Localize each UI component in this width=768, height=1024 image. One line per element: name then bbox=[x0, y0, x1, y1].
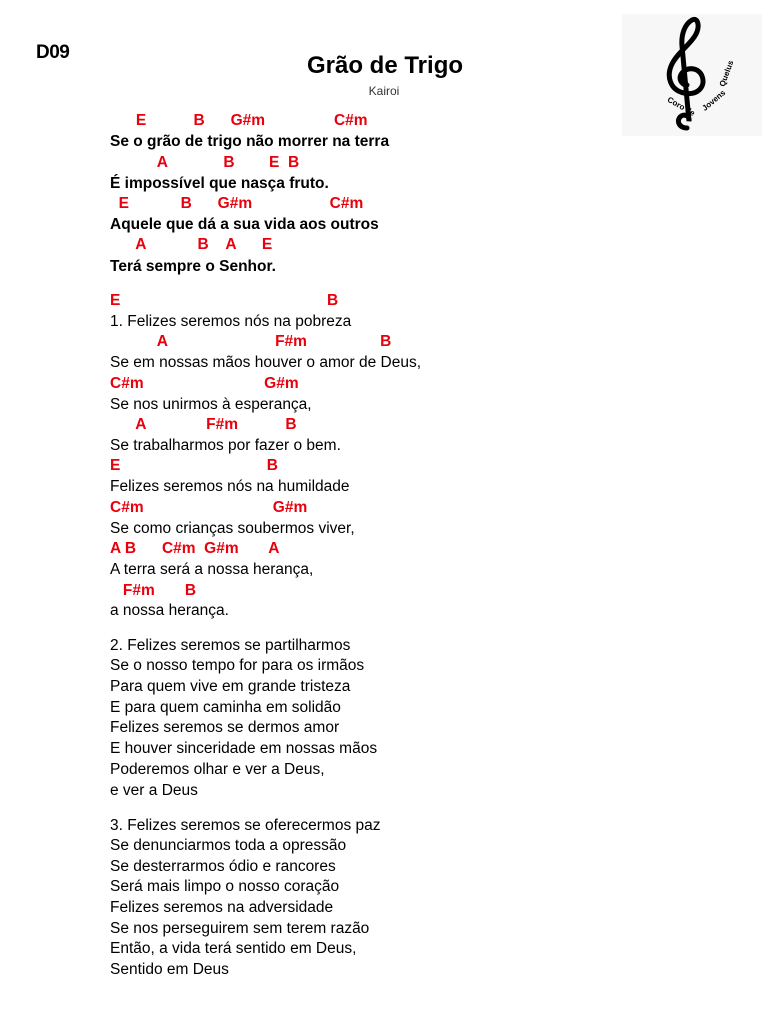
verse3-lyric: Sentido em Deus bbox=[110, 961, 229, 978]
chord-line: A F#m B bbox=[110, 416, 297, 433]
verse3-lyric: Então, a vida terá sentido em Deus, bbox=[110, 940, 357, 957]
logo-label-quelus: Quelus bbox=[717, 59, 736, 88]
verse2-lyric: Felizes seremos se dermos amor bbox=[110, 719, 340, 736]
verse2-lyric: E para quem caminha em solidão bbox=[110, 699, 341, 716]
song-title-text: Grão de Trigo bbox=[306, 52, 464, 79]
verse2-lyric: 2. Felizes seremos se partilharmos bbox=[110, 637, 351, 654]
chorus-lyric: Se o grão de trigo não morrer na terra bbox=[110, 133, 390, 150]
verse3-lyric: 3. Felizes seremos se oferecermos paz bbox=[110, 817, 381, 834]
verse1-lyric: 1. Felizes seremos nós na pobreza bbox=[110, 313, 352, 330]
verse2-lyric: Poderemos olhar e ver a Deus, bbox=[110, 761, 325, 778]
chord-line: F#m B bbox=[110, 582, 197, 599]
verse2-lyric: e ver a Deus bbox=[110, 782, 198, 799]
verse2-lyric: Para quem vive em grande tristeza bbox=[110, 678, 351, 695]
verse1-lyric: Se em nossas mãos houver o amor de Deus, bbox=[110, 354, 422, 371]
chorus-lyric: Terá sempre o Senhor. bbox=[110, 258, 276, 275]
chord-line: E B bbox=[110, 457, 278, 474]
verse2-lyric: E houver sinceridade em nossas mãos bbox=[110, 740, 378, 757]
verse3-lyric: Se nos perseguirem sem terem razão bbox=[110, 920, 370, 937]
chord-line: C#m G#m bbox=[110, 499, 308, 516]
chorus-lyric: É impossível que nasça fruto. bbox=[110, 175, 329, 192]
verse1-lyric: Se trabalharmos por fazer o bem. bbox=[110, 437, 341, 454]
chorus-lyric: Aquele que dá a sua vida aos outros bbox=[110, 216, 379, 233]
logo-label-jovens: Jovens bbox=[700, 88, 728, 113]
chord-line: A F#m B bbox=[110, 333, 392, 350]
verse2-lyric: Se o nosso tempo for para os irmãos bbox=[110, 657, 365, 674]
logo-label-coro: Coro de bbox=[665, 95, 697, 118]
verse1-lyric: Felizes seremos nós na humildade bbox=[110, 478, 350, 495]
song-code: D09 bbox=[36, 42, 70, 63]
chord-line: E B G#m C#m bbox=[110, 112, 368, 129]
chord-line: E B G#m C#m bbox=[110, 195, 364, 212]
verse1-lyric: Se nos unirmos à esperança, bbox=[110, 396, 312, 413]
chord-line: A B A E bbox=[110, 236, 273, 253]
verse3-lyric: Se desterrarmos ódio e rancores bbox=[110, 858, 336, 875]
verse3-lyric: Se denunciarmos toda a opressão bbox=[110, 837, 347, 854]
chord-line: E B bbox=[110, 292, 339, 309]
verse3-lyric: Será mais limpo o nosso coração bbox=[110, 878, 340, 895]
verse1-lyric: Se como crianças soubermos viver, bbox=[110, 520, 355, 537]
verse1-lyric: a nossa herança. bbox=[110, 602, 229, 619]
treble-clef-icon bbox=[652, 16, 722, 134]
chord-line: A B C#m G#m A bbox=[110, 540, 280, 557]
chord-line: A B E B bbox=[110, 154, 300, 171]
verse1-lyric: A terra será a nossa herança, bbox=[110, 561, 314, 578]
chord-line: C#m G#m bbox=[110, 375, 299, 392]
verse3-lyric: Felizes seremos na adversidade bbox=[110, 899, 334, 916]
song-author: Kairoi bbox=[368, 84, 400, 98]
choir-logo bbox=[622, 14, 762, 136]
